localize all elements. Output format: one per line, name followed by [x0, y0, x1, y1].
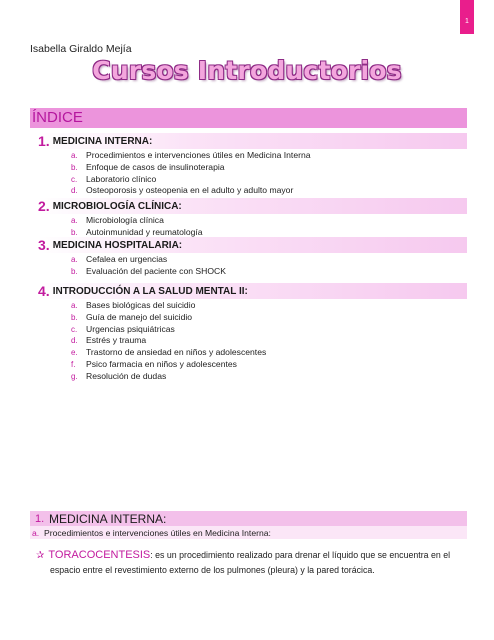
star-outline-icon: ✰: [36, 550, 45, 561]
index-item: [71, 335, 467, 347]
index-item-letter: a.: [71, 255, 78, 264]
index-item-text: Resolución de dudas: [86, 370, 167, 381]
index-item: [71, 254, 467, 266]
index-item: [71, 347, 467, 359]
index-section-heading: [38, 283, 467, 299]
body-section-number: 1.: [35, 512, 45, 525]
index-section-label: INTRODUCCIÓN A LA SALUD MENTAL II:: [52, 286, 248, 297]
index-item-text: Bases biológicas del suicidio: [86, 300, 196, 310]
index-section-number: 4.: [38, 283, 50, 299]
index-item-letter: a.: [71, 216, 78, 225]
index-item-letter: g.: [71, 371, 78, 381]
body-section-heading: [30, 511, 467, 526]
index-section: [38, 283, 467, 383]
index-section-label: MEDICINA HOSPITALARIA:: [52, 240, 183, 251]
body-subsection-heading: [30, 526, 467, 539]
index-item-text: Osteoporosis y osteopenia en el adulto y adulto mayor: [86, 185, 294, 196]
index-item-text: Estrés y trauma: [86, 335, 147, 346]
index-item-text: Cefalea en urgencias: [86, 254, 168, 264]
index-item-text: Evaluación del paciente con SHOCK: [86, 265, 226, 276]
index-item: [71, 359, 467, 371]
index-item-letter: d.: [71, 336, 78, 346]
index-section-heading: [38, 198, 467, 214]
index-item-text: Guía de manejo del suicidio: [86, 311, 193, 322]
index-item: [71, 300, 467, 312]
index-item-letter: e.: [71, 348, 78, 358]
index-section-heading: [38, 237, 467, 253]
index-item-list: [38, 253, 467, 278]
index-item-text: Trastorno de ansiedad en niños y adolescentes: [86, 347, 267, 358]
index-item-text: Autoinmunidad y reumatología: [86, 226, 203, 237]
index-item-letter: a.: [71, 151, 78, 160]
toracocentesis-paragraph: [36, 548, 456, 577]
index-item-letter: c.: [71, 174, 78, 184]
index-section-number: 3.: [38, 237, 50, 253]
paragraph-text-line2: espacio entre el revestimiento externo de los pulmones (pleura) y la pared torácica.: [50, 565, 375, 575]
index-item-text: Microbiología clínica: [86, 215, 164, 225]
index-item-letter: d.: [71, 186, 78, 196]
index-item-letter: a.: [71, 301, 78, 310]
body-section-label: MEDICINA INTERNA:: [49, 511, 167, 526]
index-item-letter: c.: [71, 324, 78, 334]
document-title: Cursos Introductorios: [92, 56, 402, 85]
paragraph-text-line1: : es un procedimiento realizado para drenar el líquido que se encuentra en el: [150, 550, 451, 560]
index-item: [71, 174, 467, 186]
index-item: [71, 324, 467, 336]
index-item-list: [38, 214, 467, 239]
index-section-number: 2.: [38, 198, 50, 214]
index-item-list: [38, 299, 467, 383]
index-item: [71, 150, 467, 162]
index-section-label: MEDICINA INTERNA:: [52, 136, 153, 147]
page-number: 1: [465, 18, 469, 25]
index-item-list: [38, 149, 467, 197]
index-item-text: Urgencias psiquiátricas: [86, 323, 175, 334]
index-item-text: Enfoque de casos de insulinoterapia: [86, 161, 225, 172]
index-section-heading: [38, 133, 467, 149]
index-item: [71, 215, 467, 227]
index-heading: ÍNDICE: [30, 108, 467, 128]
index-item-text: Laboratorio clínico: [86, 173, 157, 184]
index-section-label: MICROBIOLOGÍA CLÍNICA:: [52, 201, 182, 212]
body-subsection-text: Procedimientos e intervenciones útiles en Medicina Interna:: [44, 527, 271, 538]
index-item-letter: b.: [71, 162, 78, 172]
index-section: [38, 198, 467, 239]
index-item-text: Procedimientos e intervenciones útiles en Medicina Interna: [86, 150, 311, 160]
index-item-letter: b.: [71, 266, 78, 276]
index-item-letter: f.: [71, 359, 76, 369]
index-item: [71, 266, 467, 278]
body-subsection-letter: a.: [32, 527, 40, 538]
author-name: Isabella Giraldo Mejía: [30, 43, 132, 55]
index-section: [38, 237, 467, 278]
paragraph-term: TORACOCENTESIS: [48, 549, 151, 561]
index-section-number: 1.: [38, 133, 50, 149]
index-section: [38, 133, 467, 197]
index-item: [71, 371, 467, 383]
index-item-letter: b.: [71, 312, 78, 322]
index-item-letter: b.: [71, 227, 78, 237]
index-item: [71, 185, 467, 197]
index-item-text: Psico farmacia en niños y adolescentes: [86, 358, 237, 369]
page-number-tab: [460, 0, 474, 34]
index-item: [71, 162, 467, 174]
index-item: [71, 312, 467, 324]
